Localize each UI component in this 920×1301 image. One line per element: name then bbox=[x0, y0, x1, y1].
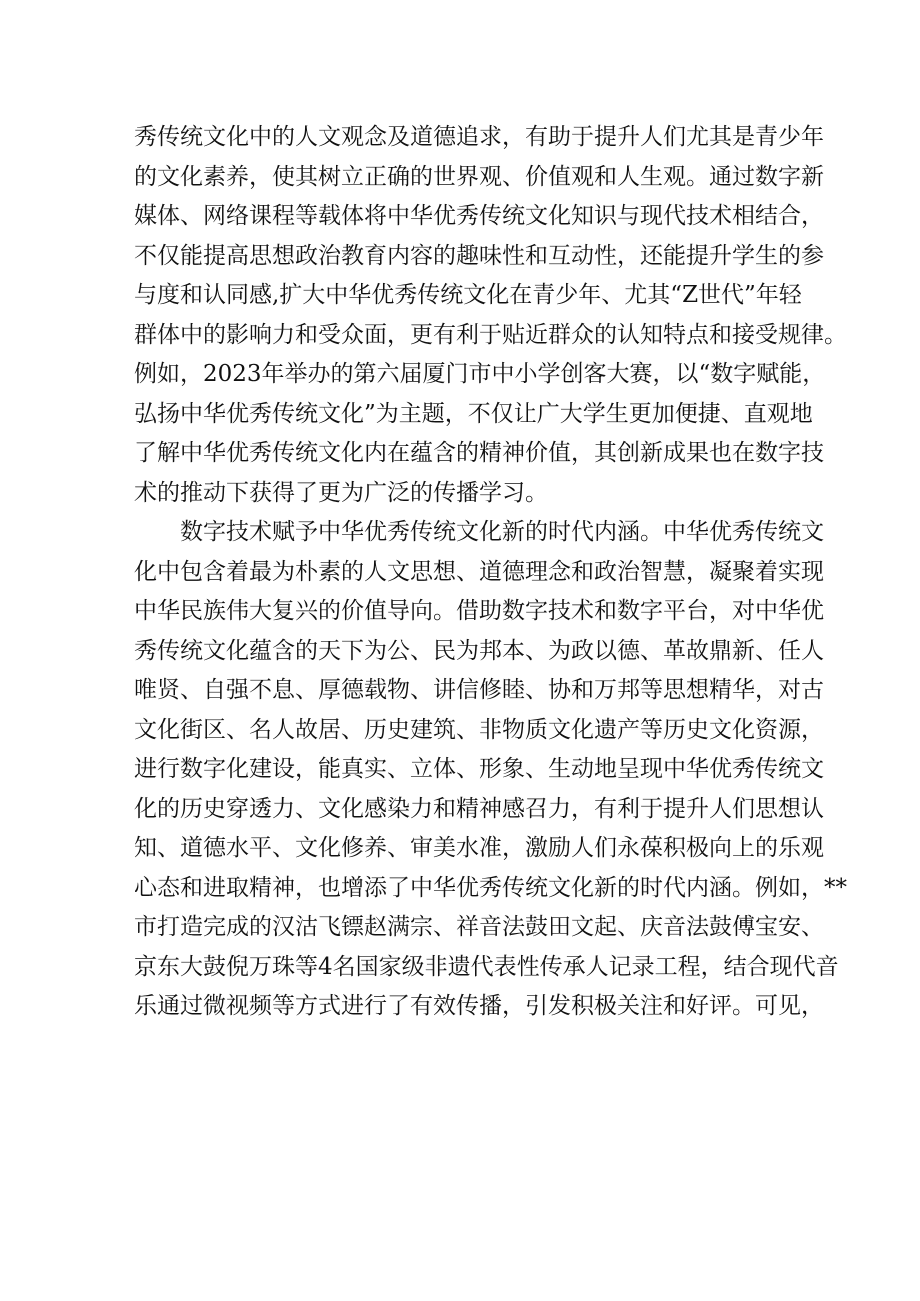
text-line: 文化街区、名人故居、历史建筑、非物质文化遗产等历史文化资源， bbox=[134, 716, 824, 743]
text-line: 市打造完成的汉沽飞镖赵满宗、祥音法鼓田文起、庆音法鼓傅宝安、 bbox=[134, 914, 824, 940]
text-line: 例如，2023年举办的第六届厦门市中小学创客大赛，以“数字赋能， bbox=[134, 361, 826, 387]
text-line: 秀传统文化蕴含的天下为公、民为邦本、为政以德、革故鼎新、任人 bbox=[134, 637, 824, 664]
text-line: 数字技术赋予中华优秀传统文化新的时代内涵。中华优秀传统文 bbox=[180, 519, 824, 545]
text-line: 中华民族伟大复兴的价值导向。借助数字技术和数字平台，对中华优 bbox=[134, 598, 824, 624]
text-line: 群体中的影响力和受众面，更有利于贴近群众的认知特点和接受规律。 bbox=[134, 321, 847, 348]
text-line: 化中包含着最为朴素的人文思想、道德理念和政治智慧，凝聚着实现 bbox=[134, 558, 824, 585]
text-line: 与度和认同感,扩大中华优秀传统文化在青少年、尤其“Z世代”年轻 bbox=[134, 282, 802, 308]
text-line: 进行数字化建设，能真实、立体、形象、生动地呈现中华优秀传统文 bbox=[134, 756, 824, 782]
text-line: 知、道德水平、文化修养、审美水准，激励人们永葆积极向上的乐观 bbox=[134, 835, 824, 861]
text-line: 心态和进取精神，也增添了中华优秀传统文化新的时代内涵。例如，** bbox=[134, 874, 847, 901]
text-line: 术的推动下获得了更为广泛的传播学习。 bbox=[134, 479, 548, 506]
paragraph bbox=[134, 118, 847, 513]
body-text bbox=[134, 118, 847, 1027]
paragraph bbox=[134, 513, 847, 1027]
text-line: 的文化素养，使其树立正确的世界观、价值观和人生观。通过数字新 bbox=[134, 163, 824, 190]
text-line: 唯贤、自强不息、厚德载物、讲信修睦、协和万邦等思想精华，对古 bbox=[134, 677, 824, 703]
text-line: 弘扬中华优秀传统文化”为主题，不仅让广大学生更加便捷、直观地 bbox=[134, 400, 813, 427]
text-line: 化的历史穿透力、文化感染力和精神感召力，有利于提升人们思想认 bbox=[134, 795, 824, 822]
text-line: 乐通过微视频等方式进行了有效传播，引发积极关注和好评。可见， bbox=[134, 993, 824, 1019]
text-line: 不仅能提高思想政治教育内容的趣味性和互动性，还能提升学生的参 bbox=[134, 242, 824, 269]
text-line: 媒体、网络课程等载体将中华优秀传统文化知识与现代技术相结合， bbox=[134, 203, 824, 229]
text-line: 秀传统文化中的人文观念及道德追求，有助于提升人们尤其是青少年 bbox=[134, 124, 824, 150]
text-line: 了解中华优秀传统文化内在蕴含的精神价值，其创新成果也在数字技 bbox=[134, 440, 824, 466]
text-line: 京东大鼓倪万珠等4名国家级非遗代表性传承人记录工程，结合现代音 bbox=[134, 953, 839, 980]
